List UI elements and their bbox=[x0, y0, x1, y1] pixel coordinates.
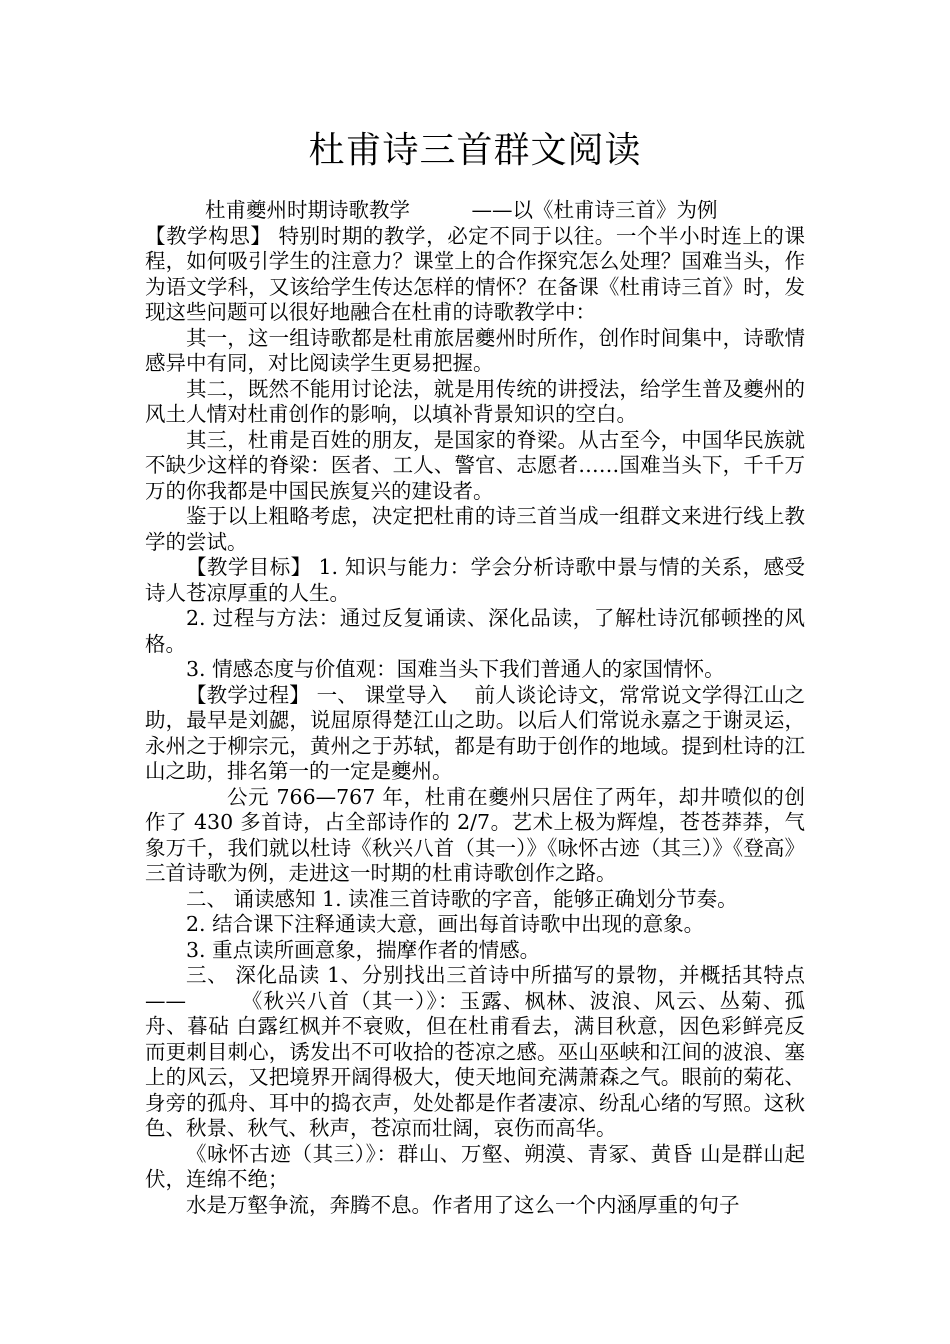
document-title: 杜甫诗三首群文阅读 bbox=[308, 130, 642, 171]
paragraph: 三、 深化品读 1、分别找出三首诗中所描写的景物，并概括其特点 —— 《秋兴八首（其一）》：玉露、枫林、波浪、风云、丛菊、孤舟、暮砧 白露红枫并不衰败，但在杜甫看去，满目秋意，因色彩鲜亮反而更刺目刺心，诱发出不可收拾的苍凉之感。巫山巫峡和江间的波浪、塞上的风云，又把境界开阔得极大，使天地间充满萧森之气。眼前的菊花、身旁的孤舟、耳中的捣衣声，处处都是作者凄凉、纷乱心绪的写照。这秋色、秋景、秋气、秋声，苍凉而壮阔，哀伤而高华。 bbox=[145, 963, 805, 1140]
paragraph: 其三，杜甫是百姓的朋友，是国家的脊梁。从古至今，中国华民族就不缺少这样的脊梁：医者、工人、警官、志愿者……国难当头下，千千万万的你我都是中国民族复兴的建设者。 bbox=[145, 427, 805, 503]
paragraph: 其二，既然不能用讨论法，就是用传统的讲授法，给学生普及夔州的风土人情对杜甫创作的影响，以填补背景知识的空白。 bbox=[145, 376, 805, 426]
paragraph: 3. 情感态度与价值观：国难当头下我们普通人的家国情怀。 bbox=[186, 657, 725, 681]
paragraph: 【教学过程】 一、 课堂导入 前人谈论诗文，常常说文学得江山之助，最早是刘勰，说屈原得楚江山之助。以后人们常说永嘉之于谢灵运，永州之于柳宗元，黄州之于苏轼，都是有助于创作的地域。提到杜诗的江山之助，排名第一的一定是夔州。 bbox=[145, 682, 805, 783]
paragraph: 二、 诵读感知 1. 读准三首诗歌的字音，能够正确划分节奏。 bbox=[186, 886, 738, 911]
paragraph: 【教学目标】 1. 知识与能力：学会分析诗歌中景与情的关系，感受诗人苍凉厚重的人生。 bbox=[145, 555, 805, 605]
paragraph: 3. 重点读所画意象，揣摩作者的情感。 bbox=[186, 937, 541, 962]
document-body bbox=[145, 198, 805, 1218]
paragraph: 水是万壑争流，奔腾不息。作者用了这么一个内涵厚重的句子 bbox=[186, 1192, 740, 1217]
subtitle-line: 杜甫夔州时期诗歌教学 ——以《杜甫诗三首》为例 bbox=[205, 198, 718, 222]
paragraph: 2. 过程与方法：通过反复诵读、深化品读，了解杜诗沉郁顿挫的风格。 bbox=[145, 606, 805, 656]
paragraph: 【教学构思】 特别时期的教学，必定不同于以往。一个半小时连上的课程，如何吸引学生的注意力？课堂上的合作探究怎么处理？国难当头，作为语文学科，又该给学生传达怎样的情怀？在备课《杜甫诗三首》时，发现这些问题可以很好地融合在杜甫的诗歌教学中： bbox=[145, 223, 805, 324]
paragraph: 公元 766—767 年，杜甫在夔州只居住了两年，却井喷似的创作了 430 多首诗，占全部诗作的 2/7。艺术上极为辉煌，苍苍莽莽，气象万千，我们就以杜诗《秋兴八首（其一）》《咏怀古迹（其三）》《登高》三首诗歌为例，走进这一时期的杜甫诗歌创作之路。 bbox=[145, 784, 805, 885]
paragraph: 其一，这一组诗歌都是杜甫旅居夔州时所作，创作时间集中，诗歌情感异中有同，对比阅读学生更易把握。 bbox=[145, 325, 805, 375]
paragraph: 2. 结合课下注释通读大意，画出每首诗歌中出现的意象。 bbox=[186, 912, 705, 936]
paragraph: 鉴于以上粗略考虑，决定把杜甫的诗三首当成一组群文来进行线上教学的尝试。 bbox=[145, 504, 805, 554]
paragraph: 《咏怀古迹（其三）》：群山、万壑、朔漠、青冢、黄昏 山是群山起伏，连绵不绝； bbox=[145, 1141, 805, 1191]
